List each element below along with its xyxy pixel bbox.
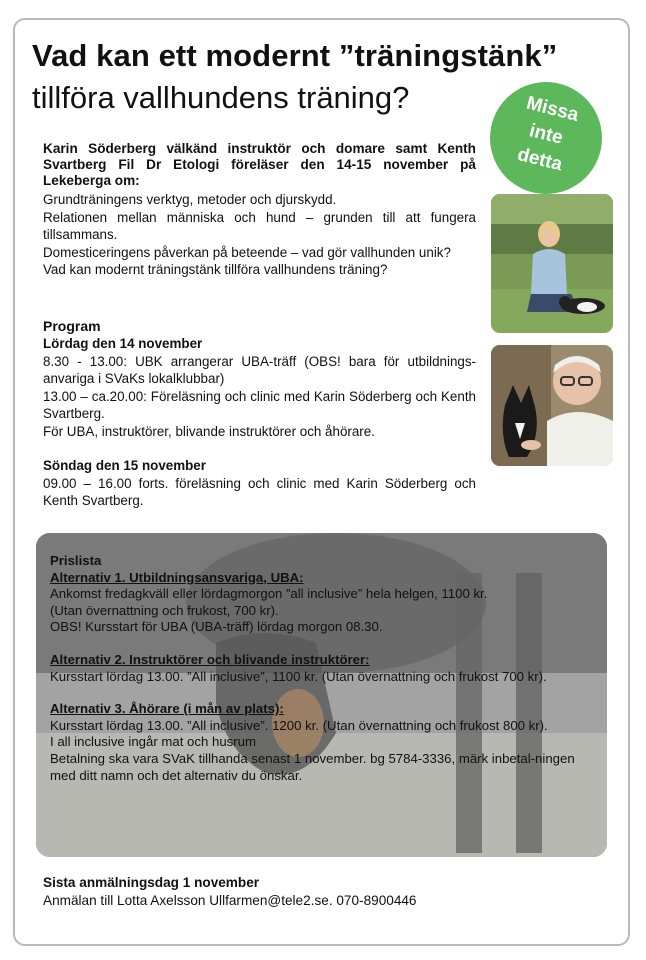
intro-section — [43, 141, 476, 279]
intro-item: Vad kan modernt träningstänk tillföra vallhundens träning? — [43, 262, 388, 277]
alt2-heading: Alternativ 2. Instruktörer och blivande instruktörer: — [50, 651, 370, 667]
badge-text: Missa inte detta — [515, 92, 581, 176]
program-line: 09.00 – 16.00 forts. föreläsning och clinic med Karin Söderberg och Kenth Svartberg. — [43, 475, 476, 508]
program-section — [43, 318, 476, 510]
day1-heading: Lördag den 14 november — [43, 336, 203, 351]
price-line: Kursstart lördag 13.00. ”All inclusive”. 1200 kr. (Utan övernattning och frukost 800 kr). — [50, 717, 548, 733]
program-line: För UBA, instruktörer, blivande instruktörer och åhörare. — [43, 423, 375, 439]
footer — [43, 874, 417, 910]
intro-lead: Karin Söderberg välkänd instruktör och domare samt Kenth Svartberg Fil Dr Etologi föreläser den 14-15 november på Lekeberga om: — [43, 141, 476, 188]
alt3-heading: Alternativ 3. Åhörare (i mån av plats): — [50, 701, 284, 717]
program-line: 8.30 - 13.00: UBK arrangerar UBA-träff (OBS! bara för utbildnings-anvariga i SVaKs lokalklubbar) — [43, 353, 476, 386]
program-line: 13.00 – ca.20.00: Föreläsning och clinic med Karin Söderberg och Kenth Svartberg. — [43, 388, 476, 421]
intro-item: Relationen mellan människa och hund – grunden till att fungera tillsammans. — [43, 209, 476, 242]
title-line-2: tillföra vallhundens träning? — [32, 80, 410, 115]
photo-woman-with-dog — [491, 194, 613, 333]
price-line: Ankomst fredagkväll eller lördagmorgon ”all inclusive” hela helgen, 1100 kr. — [50, 586, 488, 602]
price-line: I all inclusive ingår mat och husrum — [50, 734, 256, 750]
intro-item: Domesticeringens påverkan på beteende – vad gör vallhunden unik? — [43, 244, 451, 260]
price-line: OBS! Kursstart för UBA (UBA-träff) lördag morgon 08.30. — [50, 619, 383, 635]
alt1-heading: Alternativ 1. Utbildningsansvariga, UBA: — [50, 569, 304, 585]
price-heading: Prislista — [50, 553, 102, 568]
price-line: Kursstart lördag 13.00. ”All inclusive”, 1100 kr. (Utan övernattning och frukost 700 kr). — [50, 668, 547, 684]
photo-man-with-dog — [491, 345, 613, 466]
intro-item: Grundträningens verktyg, metoder och djurskydd. — [43, 192, 337, 207]
missa-inte-detta-badge — [490, 82, 602, 194]
contact-text: Anmälan till Lotta Axelsson Ullfarmen@tele2.se. 070-8900446 — [43, 893, 417, 908]
price-list-text — [50, 553, 596, 784]
price-line: Betalning ska vara SVaK tillhanda senast 1 november. bg 5784-3336, märk inbetal-ningen med ditt namn och det alternativ du önskar. — [50, 750, 575, 783]
deadline-text: Sista anmälningsdag 1 november — [43, 875, 260, 890]
price-list-panel — [36, 533, 607, 857]
price-line: (Utan övernattning och frukost, 700 kr). — [50, 602, 279, 618]
day2-heading: Söndag den 15 november — [43, 458, 206, 473]
title-line-1: Vad kan ett modernt ”träningstänk” — [32, 38, 558, 73]
program-heading: Program — [43, 318, 101, 334]
